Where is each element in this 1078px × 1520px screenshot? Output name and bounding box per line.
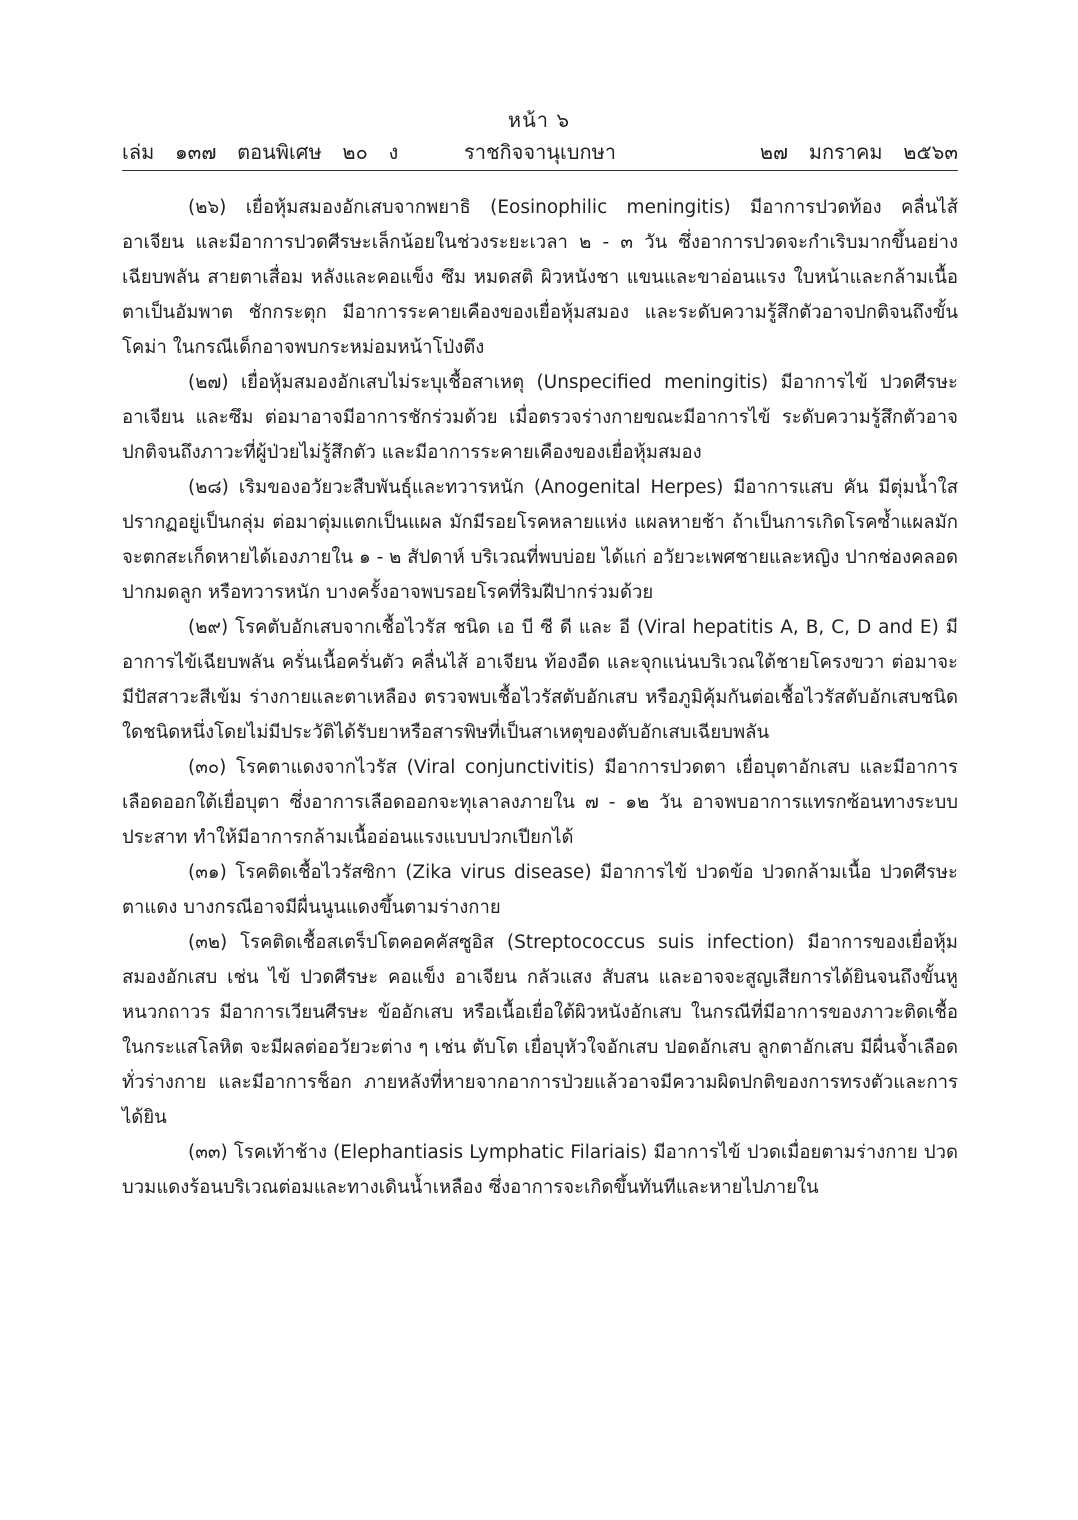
- publication-date: ๒๗ มกราคม ๒๕๖๓: [759, 140, 958, 164]
- paragraph: (๓๐) โรคตาแดงจากไวรัส (Viral conjunctivitis) มีอาการปวดตา เยื่อบุตาอักเสบ และมีอาการเลือดออกใต้เยื่อบุตา ซึ่งอาการเลือดออกจะทุเลาลงภายใน ๗ - ๑๒ วัน อาจพบอาการแทรกซ้อนทางระบบประสาท ทำให้มีอาการกล้ามเนื้ออ่อนแรงแบบปวกเปียกได้: [122, 757, 958, 848]
- gazette-header: [122, 137, 958, 167]
- document-body: [122, 190, 958, 1205]
- paragraph: (๒๘) เริมของอวัยวะสืบพันธุ์และทวารหนัก (Anogenital Herpes) มีอาการแสบ คัน มีตุ่มน้ำใสปรากฏอยู่เป็นกลุ่ม ต่อมาตุ่มแตกเป็นแผล มักมีรอยโรคหลายแห่ง แผลหายช้า ถ้าเป็นการเกิดโรคซ้ำแผลมักจะตกสะเก็ดหายได้เองภายใน ๑ - ๒ สัปดาห์ บริเวณที่พบบ่อย ได้แก่ อวัยวะเพศชายและหญิง ปากช่องคลอด ปากมดลูก หรือทวารหนัก บางครั้งอาจพบรอยโรคที่ริมฝีปากร่วมด้วย: [122, 477, 958, 603]
- paragraph: (๓๒) โรคติดเชื้อสเตร็ปโตคอคคัสซูอิส (Streptococcus suis infection) มีอาการของเยื่อหุ้มสมองอักเสบ เช่น ไข้ ปวดศีรษะ คอแข็ง อาเจียน กลัวแสง สับสน และอาจจะสูญเสียการได้ยินจนถึงขั้นหูหนวกถาวร มีอาการเวียนศีรษะ ข้ออักเสบ หรือเนื้อเยื่อใต้ผิวหนังอักเสบ ในกรณีที่มีอาการของภาวะติดเชื้อในกระแสโลหิต จะมีผลต่ออวัยวะต่าง ๆ เช่น ตับโต เยื่อบุหัวใจอักเสบ ปอดอักเสบ ลูกตาอักเสบ มีผื่นจ้ำเลือดทั่วร่างกาย และมีอาการช็อก ภายหลังที่หายจากอาการป่วยแล้วอาจมีความผิดปกติของการทรงตัวและการได้ยิน: [122, 932, 958, 1128]
- paragraph: (๓๑) โรคติดเชื้อไวรัสซิกา (Zika virus disease) มีอาการไข้ ปวดข้อ ปวดกล้ามเนื้อ ปวดศีรษะ ตาแดง บางกรณีอาจมีผื่นนูนแดงขึ้นตามร่างกาย: [122, 862, 958, 918]
- header-rule: [122, 170, 958, 171]
- publication-title: ราชกิจจานุเบกษา: [463, 140, 617, 164]
- paragraph: (๓๓) โรคเท้าช้าง (Elephantiasis Lymphatic Filariais) มีอาการไข้ ปวดเมื่อยตามร่างกาย ปวดบวมแดงร้อนบริเวณต่อมและทางเดินน้ำเหลือง ซึ่งอาการจะเกิดขึ้นทันทีและหายไปภายใน: [122, 1142, 958, 1198]
- paragraph: (๒๗) เยื่อหุ้มสมองอักเสบไม่ระบุเชื้อสาเหตุ (Unspecified meningitis) มีอาการไข้ ปวดศีรษะ อาเจียน และซึม ต่อมาอาจมีอาการชักร่วมด้วย เมื่อตรวจร่างกายขณะมีอาการไข้ ระดับความรู้สึกตัวอาจปกติจนถึงภาวะที่ผู้ป่วยไม่รู้สึกตัว และมีอาการระคายเคืองของเยื่อหุ้มสมอง: [122, 372, 958, 463]
- paragraph: (๒๙) โรคตับอักเสบจากเชื้อไวรัส ชนิด เอ บี ซี ดี และ อี (Viral hepatitis A, B, C, D and E) มีอาการไข้เฉียบพลัน ครั่นเนื้อครั่นตัว คลื่นไส้ อาเจียน ท้องอืด และจุกแน่นบริเวณใต้ชายโครงขวา ต่อมาจะมีปัสสาวะสีเข้ม ร่างกายและตาเหลือง ตรวจพบเชื้อไวรัสตับอักเสบ หรือภูมิคุ้มกันต่อเชื้อไวรัสตับอักเสบชนิดใดชนิดหนึ่งโดยไม่มีประวัติได้รับยาหรือสารพิษที่เป็นสาเหตุของตับอักเสบเฉียบพลัน: [122, 617, 958, 743]
- paragraph: (๒๖) เยื่อหุ้มสมองอักเสบจากพยาธิ (Eosinophilic meningitis) มีอาการปวดท้อง คลื่นไส้ อาเจียน และมีอาการปวดศีรษะเล็กน้อยในช่วงระยะเวลา ๒ - ๓ วัน ซึ่งอาการปวดจะกำเริบมากขึ้นอย่างเฉียบพลัน สายตาเสื่อม หลังและคอแข็ง ซึม หมดสติ ผิวหนังชา แขนและขาอ่อนแรง ใบหน้าและกล้ามเนื้อตาเป็นอัมพาต ชักกระตุก มีอาการระคายเคืองของเยื่อหุ้มสมอง และระดับความรู้สึกตัวอาจปกติจนถึงขั้นโคม่า ในกรณีเด็กอาจพบกระหม่อมหน้าโป่งตึง: [122, 197, 958, 358]
- volume-issue: เล่ม ๑๓๗ ตอนพิเศษ ๒๐ ง: [122, 140, 399, 164]
- page-number: หน้า ๖: [507, 108, 571, 132]
